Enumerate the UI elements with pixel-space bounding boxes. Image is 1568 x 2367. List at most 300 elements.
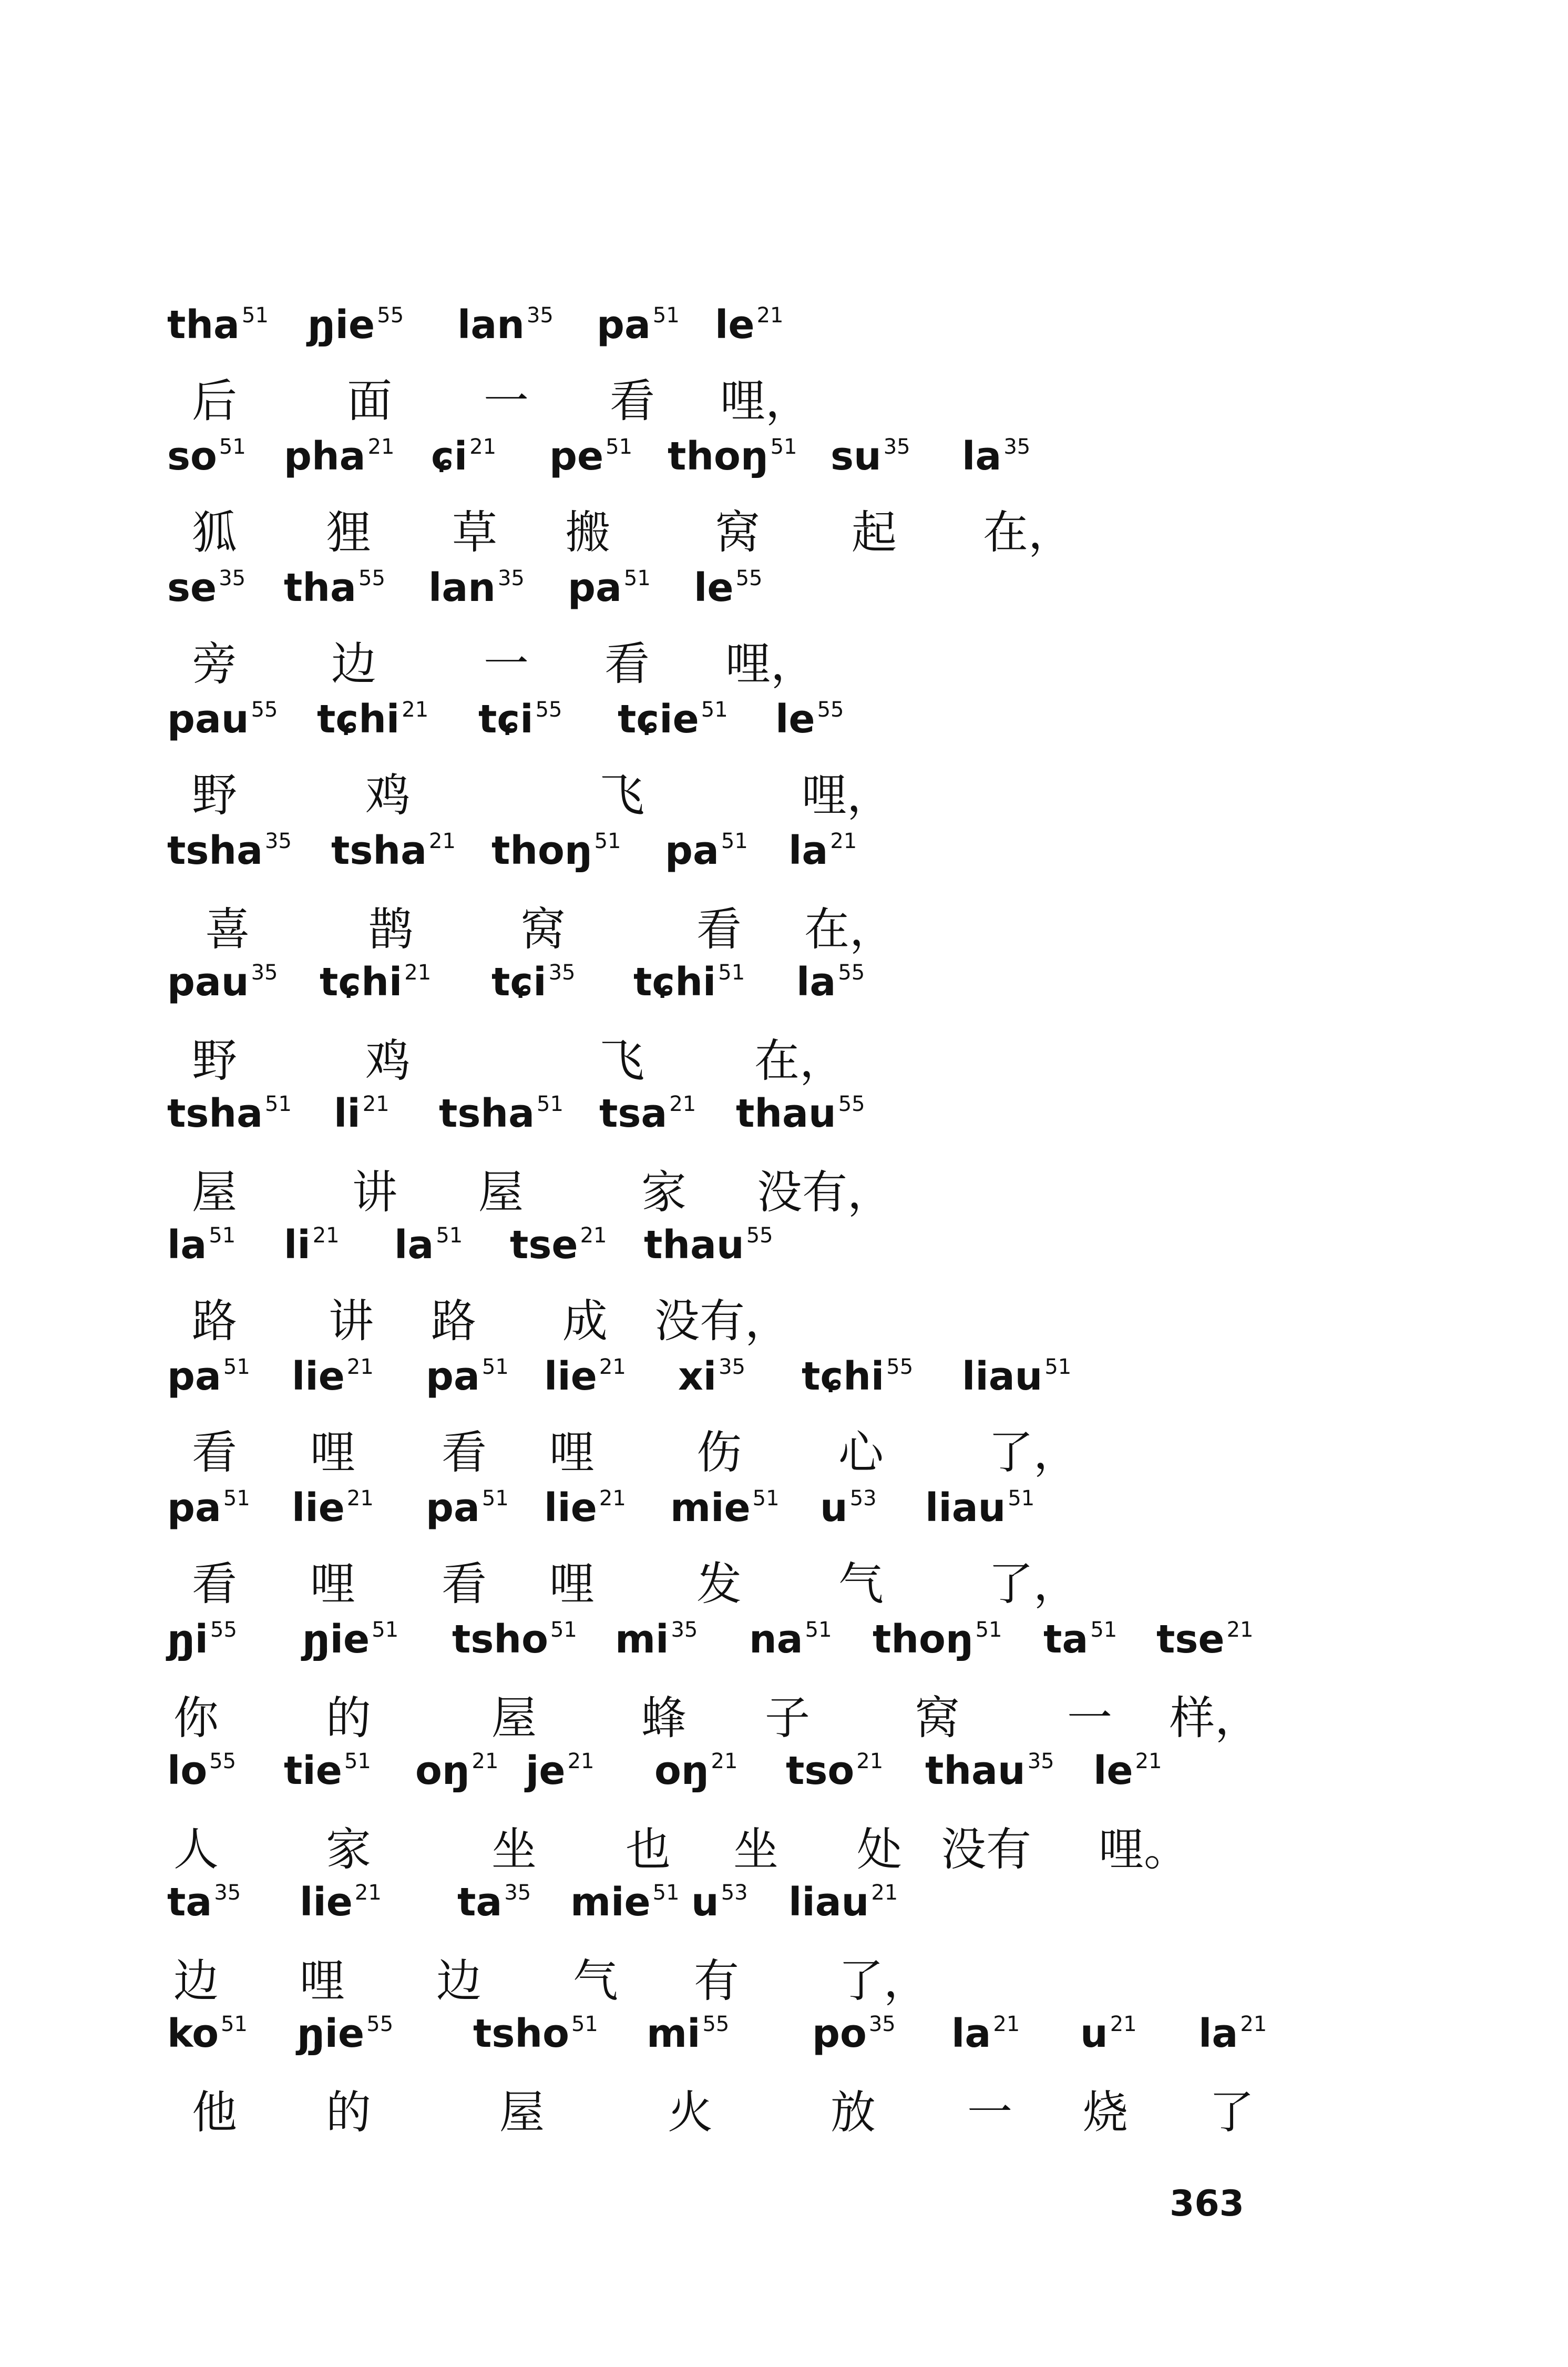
syllable-text: tɕhi <box>320 960 403 1005</box>
chinese-word: 坐 <box>491 1823 537 1876</box>
chinese-word: 野 <box>192 769 237 822</box>
tone-number: 55 <box>209 1749 237 1773</box>
tone-number: 55 <box>702 2012 730 2036</box>
romanized-syllable <box>568 565 651 610</box>
syllable-text: oŋ <box>415 1748 470 1793</box>
tone-number: 21 <box>871 1881 898 1905</box>
romanized-syllable <box>1043 1617 1118 1662</box>
romanized-syllable <box>284 1222 340 1268</box>
romanized-syllable <box>654 1748 738 1793</box>
syllable-text: u <box>1080 2011 1108 2056</box>
romanized-syllable <box>331 828 456 873</box>
syllable-text: tse <box>1156 1617 1225 1662</box>
syllable-text: le <box>1093 1748 1133 1793</box>
romanization-line <box>0 1222 1568 1293</box>
romanization-line <box>0 302 1568 373</box>
tone-number: 51 <box>481 1355 509 1379</box>
tone-number: 35 <box>504 1881 531 1905</box>
romanized-syllable <box>457 1880 531 1925</box>
syllable-text: pha <box>284 434 366 479</box>
syllable-text: tso <box>786 1748 855 1793</box>
chinese-word: 看 <box>442 1558 487 1610</box>
chinese-word: 哩， <box>720 375 811 427</box>
romanized-syllable <box>394 1222 463 1268</box>
chinese-word: 看 <box>192 1426 237 1479</box>
syllable-text: le <box>775 697 815 742</box>
chinese-word: 屋 <box>491 1692 537 1744</box>
tone-number: 51 <box>242 303 269 328</box>
syllable-text: lie <box>300 1880 353 1925</box>
romanized-syllable <box>167 2011 248 2056</box>
tone-number: 21 <box>402 698 429 722</box>
romanization-line <box>0 828 1568 899</box>
tone-number: 51 <box>221 2012 248 2036</box>
romanization-line <box>0 1882 1568 1951</box>
syllable-text: so <box>167 434 217 479</box>
syllable-text: tɕi <box>478 697 534 742</box>
chinese-word: 飞 <box>599 1035 644 1087</box>
syllable-text: su <box>831 434 882 479</box>
tone-number: 21 <box>354 1881 382 1905</box>
chinese-word: 哩 <box>549 1558 595 1610</box>
tone-number: 51 <box>718 961 745 985</box>
chinese-word: 一 <box>1067 1692 1112 1744</box>
chinese-word: 边 <box>331 638 376 690</box>
chinese-word: 路 <box>431 1295 476 1348</box>
tone-number: 55 <box>210 1618 237 1642</box>
romanized-syllable <box>962 1354 1072 1399</box>
romanized-syllable <box>167 697 278 742</box>
romanized-syllable <box>618 697 728 742</box>
chinese-word: 路 <box>192 1295 237 1348</box>
chinese-word: 子 <box>765 1692 810 1744</box>
tone-number: 55 <box>366 2012 394 2036</box>
romanized-syllable <box>812 2011 896 2056</box>
chinese-word: 有 <box>694 1955 739 2007</box>
chinese-word: 成 <box>562 1295 608 1348</box>
chinese-word: 也 <box>626 1823 671 1876</box>
chinese-word: 窝 <box>915 1692 960 1744</box>
romanized-syllable <box>644 1222 773 1268</box>
chinese-word: 的 <box>326 1692 371 1744</box>
chinese-word: 野 <box>192 1035 237 1087</box>
romanized-syllable <box>308 302 404 348</box>
syllable-text: liau <box>788 1880 869 1925</box>
romanized-syllable <box>317 697 429 742</box>
tone-number: 51 <box>571 2012 598 2036</box>
tone-number: 51 <box>623 566 651 590</box>
syllable-text: lie <box>292 1485 345 1531</box>
romanized-syllable <box>491 960 576 1005</box>
romanized-syllable <box>297 2011 394 2056</box>
chinese-word: 看 <box>610 375 655 427</box>
syllable-text: tɕhi <box>802 1354 885 1399</box>
romanized-syllable <box>167 302 269 348</box>
romanized-syllable <box>544 1485 626 1531</box>
tone-number: 21 <box>567 1749 595 1773</box>
syllable-text: tsho <box>452 1617 548 1662</box>
chinese-word: 屋 <box>192 1166 237 1219</box>
chinese-word: 讲 <box>329 1295 374 1348</box>
syllable-text: ɲ̡ie <box>297 2011 365 2056</box>
tone-number: 35 <box>214 1881 241 1905</box>
syllable-text: la <box>951 2011 991 2056</box>
chinese-word: 草 <box>452 506 497 559</box>
syllable-text: thoŋ <box>668 434 768 479</box>
chinese-word: 讲 <box>352 1166 397 1219</box>
chinese-word: 屋 <box>478 1166 524 1219</box>
romanized-syllable <box>526 1748 595 1793</box>
syllable-text: la <box>394 1222 434 1268</box>
chinese-word: 烧 <box>1083 2086 1128 2139</box>
chinese-word: 哩 <box>310 1558 355 1610</box>
syllable-text: le <box>715 302 755 348</box>
tone-number: 51 <box>606 435 633 459</box>
chinese-word: 喜 <box>205 903 250 956</box>
syllable-text: pe <box>549 434 604 479</box>
romanized-syllable <box>962 434 1031 479</box>
tone-number: 51 <box>594 829 621 853</box>
tone-number: 35 <box>1027 1749 1054 1773</box>
syllable-text: liau <box>962 1354 1043 1399</box>
syllable-text: pau <box>167 697 249 742</box>
tone-number: 55 <box>377 303 404 328</box>
page-number: 363 <box>1170 2183 1244 2225</box>
syllable-text: tsha <box>331 828 427 873</box>
chinese-word: 了 <box>1209 2086 1254 2139</box>
tone-number: 51 <box>550 1618 577 1642</box>
syllable-text: li <box>334 1091 361 1136</box>
syllable-text: u <box>691 1880 719 1925</box>
chinese-word: 哩 <box>549 1426 595 1479</box>
tone-number: 21 <box>346 1486 374 1511</box>
tone-number: 55 <box>535 698 562 722</box>
romanized-syllable <box>1198 2011 1267 2056</box>
chinese-word: 哩。 <box>1099 1823 1189 1876</box>
syllable-text: tɕhi <box>317 697 400 742</box>
syllable-text: ɕi <box>431 434 468 479</box>
chinese-word: 窝 <box>520 903 566 956</box>
romanized-syllable <box>820 1485 877 1531</box>
syllable-text: mi <box>647 2011 701 2056</box>
syllable-text: la <box>167 1222 207 1268</box>
chinese-word: 哩， <box>802 769 892 822</box>
tone-number: 21 <box>580 1223 607 1248</box>
chinese-word: 没有， <box>654 1295 790 1348</box>
romanized-syllable <box>633 960 745 1005</box>
romanized-syllable <box>1080 2011 1137 2056</box>
tone-number: 21 <box>669 1092 696 1116</box>
romanized-syllable <box>570 1880 680 1925</box>
syllable-text: tha <box>284 565 356 610</box>
tone-number: 55 <box>746 1223 773 1248</box>
syllable-text: xi <box>678 1354 717 1399</box>
romanized-syllable <box>167 565 246 610</box>
tone-number: 35 <box>671 1618 698 1642</box>
chinese-word: 旁 <box>192 638 237 690</box>
chinese-word: 起 <box>852 506 897 559</box>
chinese-word: 看 <box>442 1426 487 1479</box>
tone-number: 35 <box>497 566 525 590</box>
tone-number: 35 <box>251 961 278 985</box>
romanized-syllable <box>788 1880 898 1925</box>
romanized-syllable <box>167 1354 250 1399</box>
syllable-text: pa <box>665 828 719 873</box>
tone-number: 51 <box>219 435 246 459</box>
syllable-text: la <box>962 434 1002 479</box>
romanized-syllable <box>694 565 763 610</box>
syllable-text: ko <box>167 2011 219 2056</box>
syllable-text: lie <box>544 1485 597 1531</box>
chinese-word: 一 <box>967 2086 1012 2139</box>
romanized-syllable <box>452 1617 577 1662</box>
tone-number: 51 <box>701 698 728 722</box>
romanized-syllable <box>831 434 910 479</box>
tone-number: 55 <box>358 566 385 590</box>
syllable-text: ta <box>1043 1617 1089 1662</box>
syllable-text: pa <box>597 302 651 348</box>
romanized-syllable <box>284 434 395 479</box>
tone-number: 51 <box>209 1223 236 1248</box>
tone-number: 51 <box>752 1486 780 1511</box>
tone-number: 51 <box>481 1486 509 1511</box>
chinese-word: 在， <box>983 506 1073 559</box>
chinese-word: 看 <box>192 1558 237 1610</box>
romanized-syllable <box>678 1354 746 1399</box>
romanized-syllable <box>426 1354 509 1399</box>
tone-number: 21 <box>1135 1749 1162 1773</box>
romanized-syllable <box>439 1091 563 1136</box>
syllable-text: li <box>284 1222 311 1268</box>
tone-number: 55 <box>886 1355 914 1379</box>
syllable-text: liau <box>925 1485 1006 1531</box>
tone-number: 51 <box>223 1355 250 1379</box>
syllable-text: thau <box>644 1222 744 1268</box>
romanized-syllable <box>802 1354 914 1399</box>
tone-number: 51 <box>1044 1355 1072 1379</box>
romanized-syllable <box>473 2011 598 2056</box>
chinese-word: 鸡 <box>365 769 411 822</box>
tone-number: 51 <box>652 303 680 328</box>
tone-number: 35 <box>883 435 910 459</box>
tone-number: 51 <box>436 1223 463 1248</box>
tone-number: 53 <box>721 1881 748 1905</box>
tone-number: 55 <box>251 698 278 722</box>
chinese-word: 的 <box>326 2086 371 2139</box>
romanized-syllable <box>544 1354 626 1399</box>
chinese-word: 边 <box>436 1955 481 2007</box>
romanized-syllable <box>1093 1748 1162 1793</box>
chinese-word: 火 <box>668 2086 713 2139</box>
syllable-text: pa <box>568 565 622 610</box>
romanized-syllable <box>775 697 844 742</box>
chinese-word: 放 <box>831 2086 876 2139</box>
syllable-text: ɲ̡i <box>167 1617 209 1662</box>
syllable-text: na <box>749 1617 803 1662</box>
chinese-word: 没有， <box>757 1166 893 1219</box>
tone-number: 21 <box>1226 1618 1254 1642</box>
tone-number: 21 <box>856 1749 884 1773</box>
syllable-text: ta <box>457 1880 503 1925</box>
chinese-word: 蜂 <box>641 1692 686 1744</box>
syllable-text: lan <box>457 302 525 348</box>
syllable-text: lo <box>167 1748 208 1793</box>
romanized-syllable <box>284 565 385 610</box>
chinese-word: 搬 <box>565 506 610 559</box>
chinese-word: 哩 <box>300 1955 345 2007</box>
chinese-word: 在， <box>804 903 895 956</box>
romanized-syllable <box>549 434 633 479</box>
tone-number: 51 <box>721 829 748 853</box>
chinese-word: 了， <box>988 1426 1079 1479</box>
chinese-word: 你 <box>173 1692 219 1744</box>
chinese-word: 他 <box>192 2086 237 2139</box>
chinese-word: 发 <box>696 1558 742 1610</box>
syllable-text: tsha <box>167 1091 263 1136</box>
syllable-text: thau <box>736 1091 836 1136</box>
romanized-syllable <box>665 828 748 873</box>
syllable-text: tie <box>284 1748 342 1793</box>
syllable-text: ta <box>167 1880 212 1925</box>
romanized-syllable <box>749 1617 832 1662</box>
syllable-text: oŋ <box>654 1748 709 1793</box>
romanization-line <box>0 565 1568 636</box>
tone-number: 51 <box>1008 1486 1035 1511</box>
tone-number: 21 <box>429 829 456 853</box>
syllable-text: pau <box>167 960 249 1005</box>
tone-number: 55 <box>838 1092 865 1116</box>
chinese-word: 在， <box>754 1035 845 1087</box>
tone-number: 55 <box>817 698 844 722</box>
syllable-text: la <box>1198 2011 1238 2056</box>
chinese-word: 处 <box>857 1823 902 1876</box>
romanized-syllable <box>292 1354 374 1399</box>
syllable-text: thoŋ <box>873 1617 973 1662</box>
romanized-syllable <box>788 828 857 873</box>
tone-number: 35 <box>219 566 246 590</box>
chinese-word: 屋 <box>499 2086 545 2139</box>
chinese-word: 了， <box>988 1558 1079 1610</box>
romanized-syllable <box>597 302 680 348</box>
chinese-word: 狸 <box>326 506 371 559</box>
tone-number: 35 <box>1003 435 1031 459</box>
romanization-line <box>0 1748 1568 1819</box>
romanized-syllable <box>1156 1617 1254 1662</box>
chinese-word: 鹊 <box>368 903 413 956</box>
chinese-word: 气 <box>573 1955 618 2007</box>
syllable-text: lan <box>428 565 496 610</box>
chinese-word: 哩 <box>310 1426 355 1479</box>
romanization-line <box>0 2011 1568 2082</box>
romanized-syllable <box>457 302 554 348</box>
syllable-text: tɕi <box>491 960 547 1005</box>
romanized-syllable <box>925 1485 1035 1531</box>
romanized-syllable <box>615 1617 698 1662</box>
syllable-text: la <box>788 828 828 873</box>
romanized-syllable <box>873 1617 1002 1662</box>
syllable-text: mie <box>570 1880 651 1925</box>
romanized-syllable <box>668 434 797 479</box>
romanized-syllable <box>431 434 497 479</box>
syllable-text: thau <box>925 1748 1026 1793</box>
romanized-syllable <box>426 1485 509 1531</box>
syllable-text: thoŋ <box>491 828 592 873</box>
romanized-syllable <box>167 434 246 479</box>
syllable-text: le <box>694 565 734 610</box>
romanized-syllable <box>167 1880 241 1925</box>
tone-number: 21 <box>993 2012 1020 2036</box>
chinese-word: 鸡 <box>365 1035 411 1087</box>
chinese-word: 家 <box>326 1823 371 1876</box>
romanized-syllable <box>478 697 562 742</box>
chinese-word: 家 <box>641 1166 686 1219</box>
tone-number: 51 <box>770 435 797 459</box>
romanized-syllable <box>428 565 525 610</box>
tone-number: 51 <box>975 1618 1002 1642</box>
tone-number: 51 <box>537 1092 563 1116</box>
tone-number: 21 <box>367 435 395 459</box>
syllable-text: la <box>796 960 836 1005</box>
tone-number: 53 <box>849 1486 877 1511</box>
syllable-text: je <box>526 1748 566 1793</box>
syllable-text: lie <box>544 1354 597 1399</box>
romanized-syllable <box>415 1748 499 1793</box>
tone-number: 51 <box>265 1092 292 1116</box>
romanized-syllable <box>167 960 278 1005</box>
syllable-text: lie <box>292 1354 345 1399</box>
romanized-syllable <box>334 1091 390 1136</box>
syllable-text: pa <box>426 1485 480 1531</box>
romanized-syllable <box>167 828 292 873</box>
romanized-syllable <box>715 302 784 348</box>
chinese-word: 一 <box>484 375 529 427</box>
romanized-syllable <box>167 1222 236 1268</box>
chinese-word: 了， <box>838 1955 929 2007</box>
tone-number: 35 <box>868 2012 896 2036</box>
tone-number: 21 <box>312 1223 340 1248</box>
tone-number: 51 <box>1090 1618 1118 1642</box>
syllable-text: ɲ̡ie <box>308 302 375 348</box>
tone-number: 21 <box>362 1092 390 1116</box>
romanized-syllable <box>491 828 621 873</box>
tone-number: 21 <box>830 829 857 853</box>
romanized-syllable <box>284 1748 371 1793</box>
syllable-text: se <box>167 565 217 610</box>
syllable-text: po <box>812 2011 867 2056</box>
romanization-line <box>0 962 1568 1031</box>
romanized-syllable <box>691 1880 748 1925</box>
chinese-word: 哩， <box>725 638 816 690</box>
romanized-syllable <box>167 1748 237 1793</box>
chinese-word: 坐 <box>733 1823 778 1876</box>
syllable-text: tse <box>510 1222 578 1268</box>
romanized-syllable <box>925 1748 1054 1793</box>
syllable-text: tsho <box>473 2011 569 2056</box>
chinese-word: 狐 <box>192 506 237 559</box>
romanized-syllable <box>670 1485 780 1531</box>
romanized-syllable <box>647 2011 730 2056</box>
tone-number: 21 <box>346 1355 374 1379</box>
chinese-word: 心 <box>838 1426 884 1479</box>
romanized-syllable <box>320 960 432 1005</box>
romanized-syllable <box>302 1617 399 1662</box>
tone-number: 21 <box>711 1749 738 1773</box>
chinese-word: 看 <box>604 638 650 690</box>
chinese-word: 伤 <box>696 1426 742 1479</box>
syllable-text: pa <box>426 1354 480 1399</box>
tone-number: 35 <box>526 303 554 328</box>
tone-number: 21 <box>599 1355 626 1379</box>
